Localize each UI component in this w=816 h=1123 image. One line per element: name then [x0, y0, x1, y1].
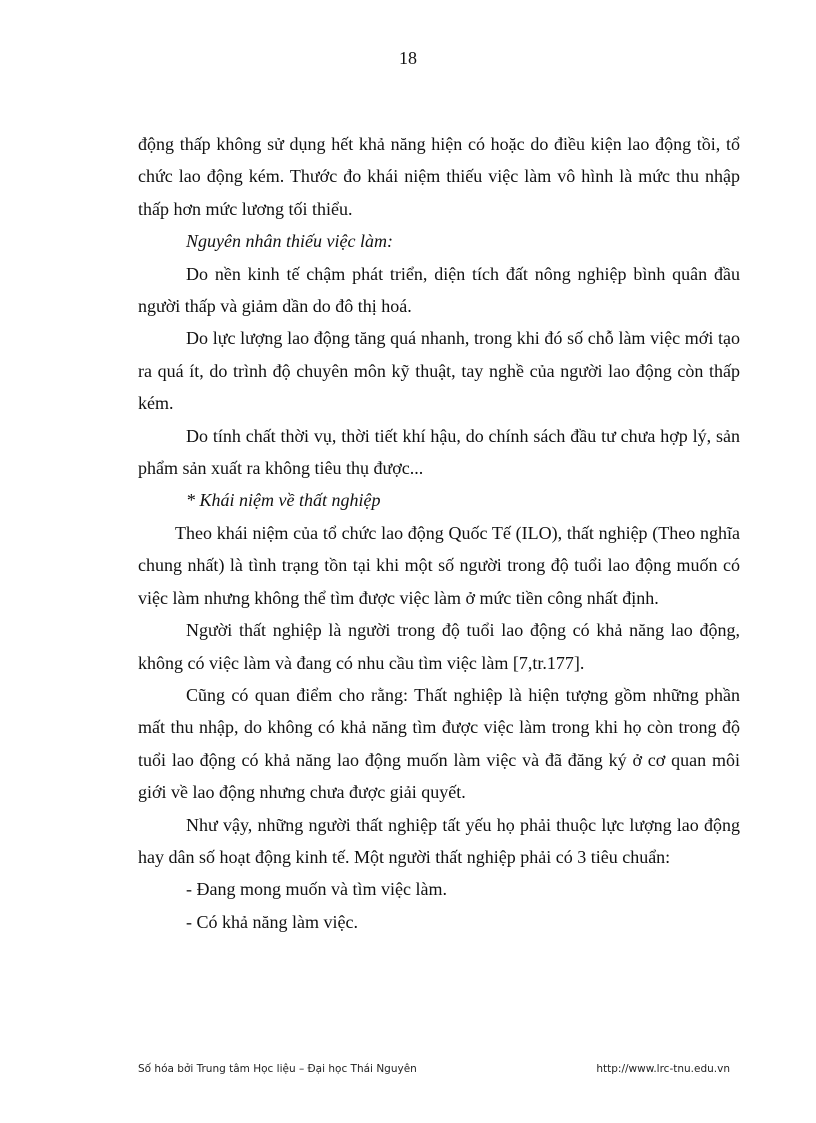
paragraph-criteria-intro: Như vậy, những người thất nghiệp tất yếu họ phải thuộc lực lượng lao động hay dân số hoạt động kinh tế. Một người thất nghiệp phải có 3 tiêu chuẩn: [138, 814, 740, 867]
paragraph-cause-labor-force: Do lực lượng lao động tăng quá nhanh, trong khi đó số chỗ làm việc mới tạo ra quá ít, do trình độ chuyên môn kỹ thuật, tay nghề của người lao động còn thấp kém. [138, 328, 740, 414]
paragraph-continuation: động thấp không sử dụng hết khả năng hiện có hoặc do điều kiện lao động tồi, tổ chức lao động kém. Thước đo khái niệm thiếu việc làm vô hình là mức thu nhập thấp hơn mức lương tối thiểu. [138, 134, 740, 219]
paragraph-ilo-definition: Theo khái niệm của tổ chức lao động Quốc Tế (ILO), thất nghiệp (Theo nghĩa chung nhất) là tình trạng tồn tại khi một số người trong độ tuổi lao động muốn có việc làm nhưng không thể tìm được việc làm ở mức tiền công nhất định. [138, 522, 740, 608]
paragraph-cause-seasonal: Do tính chất thời vụ, thời tiết khí hậu, do chính sách đầu tư chưa hợp lý, sản phẩm sản xuất ra không tiêu thụ được... [138, 425, 740, 479]
page-number: 18 [399, 48, 417, 68]
list-item-criterion-2: - Có khả năng làm việc. [186, 911, 358, 932]
paragraph-alternative-view: Cũng có quan điểm cho rằng: Thất nghiệp là hiện tượng gồm những phần mất thu nhập, do không có khả năng tìm được việc làm trong khi họ còn trong độ tuổi lao động có khả năng lao động muốn làm việc và đã đăng ký ở cơ quan môi giới về lao động nhưng chưa được giải quyết. [138, 684, 740, 803]
subheading-unemployment-concept: * Khái niệm về thất nghiệp [186, 490, 381, 511]
footer-url[interactable]: http://www.lrc-tnu.edu.vn [596, 1063, 730, 1075]
document-body [138, 128, 740, 938]
paragraph-unemployed-person: Người thất nghiệp là người trong độ tuổi lao động có khả năng lao động, không có việc làm và đang có nhu cầu tìm việc làm [7,tr.177]. [138, 620, 740, 673]
subheading-causes: Nguyên nhân thiếu việc làm: [186, 231, 393, 252]
list-item-criterion-1: - Đang mong muốn và tìm việc làm. [186, 879, 447, 900]
footer-source-text: Số hóa bởi Trung tâm Học liệu – Đại học Thái Nguyên [138, 1063, 417, 1075]
paragraph-cause-economy: Do nền kinh tế chậm phát triển, diện tích đất nông nghiệp bình quân đầu người thấp và giảm dần do đô thị hoá. [138, 263, 740, 317]
page-footer [138, 1063, 730, 1075]
